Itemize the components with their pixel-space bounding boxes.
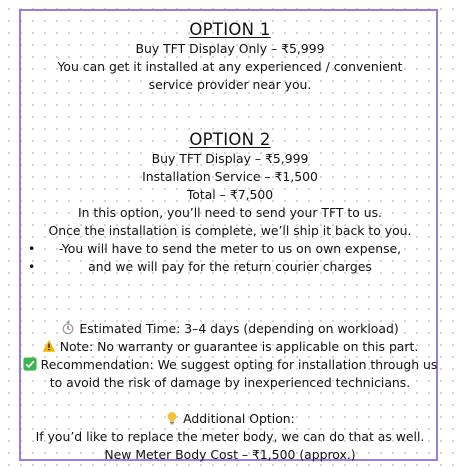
recommendation	[0, 356, 460, 374]
option2-text: In this option, you’ll need to send your TFT to us.	[77, 205, 382, 220]
bullet-marker: •	[28, 241, 36, 256]
bullet-marker: •	[28, 259, 36, 274]
light-bulb-icon	[165, 411, 179, 425]
option2-text: Once the installation is complete, we’ll ship it back to you.	[48, 223, 412, 238]
additional-option-text: If you’d like to replace the meter body, we can do that as well.	[35, 429, 425, 444]
option1-text: service provider near you.	[148, 77, 312, 92]
recommendation-text: Recommendation: We suggest opting for installation through us	[40, 357, 438, 372]
option2-display-price: Buy TFT Display – ₹5,999	[151, 151, 309, 166]
meter-body-cost: New Meter Body Cost – ₹1,500 (approx.)	[104, 447, 356, 462]
stopwatch-icon	[61, 321, 75, 335]
list-item-text: and we will pay for the return courier charges	[88, 259, 372, 274]
option2-installation-price: Installation Service – ₹1,500	[142, 169, 318, 184]
option1-price: Buy TFT Display Only – ₹5,999	[135, 41, 325, 56]
option1-heading: OPTION 1	[189, 20, 271, 39]
document-content	[0, 20, 460, 464]
option2-total: Total – ₹7,500	[186, 187, 274, 202]
list-item-text: -You will have to send the meter to us on own expense,	[58, 241, 402, 256]
check-mark-icon	[23, 357, 37, 371]
additional-option-heading	[0, 410, 460, 428]
recommendation-continued: to avoid the risk of damage by inexperienced technicians.	[49, 375, 411, 390]
option1-text: You can get it installed at any experienced / convenient	[57, 59, 403, 74]
warranty-note-text: Note: No warranty or guarantee is applicable on this part.	[59, 339, 419, 354]
list-item	[0, 258, 460, 276]
additional-option-heading-text: Additional Option:	[183, 411, 295, 426]
list-item	[0, 240, 460, 258]
warranty-note	[0, 338, 460, 356]
warning-icon	[42, 339, 56, 353]
estimated-time-text: Estimated Time: 3–4 days (depending on workload)	[79, 321, 399, 336]
option2-heading: OPTION 2	[189, 130, 271, 149]
estimated-time	[0, 320, 460, 338]
